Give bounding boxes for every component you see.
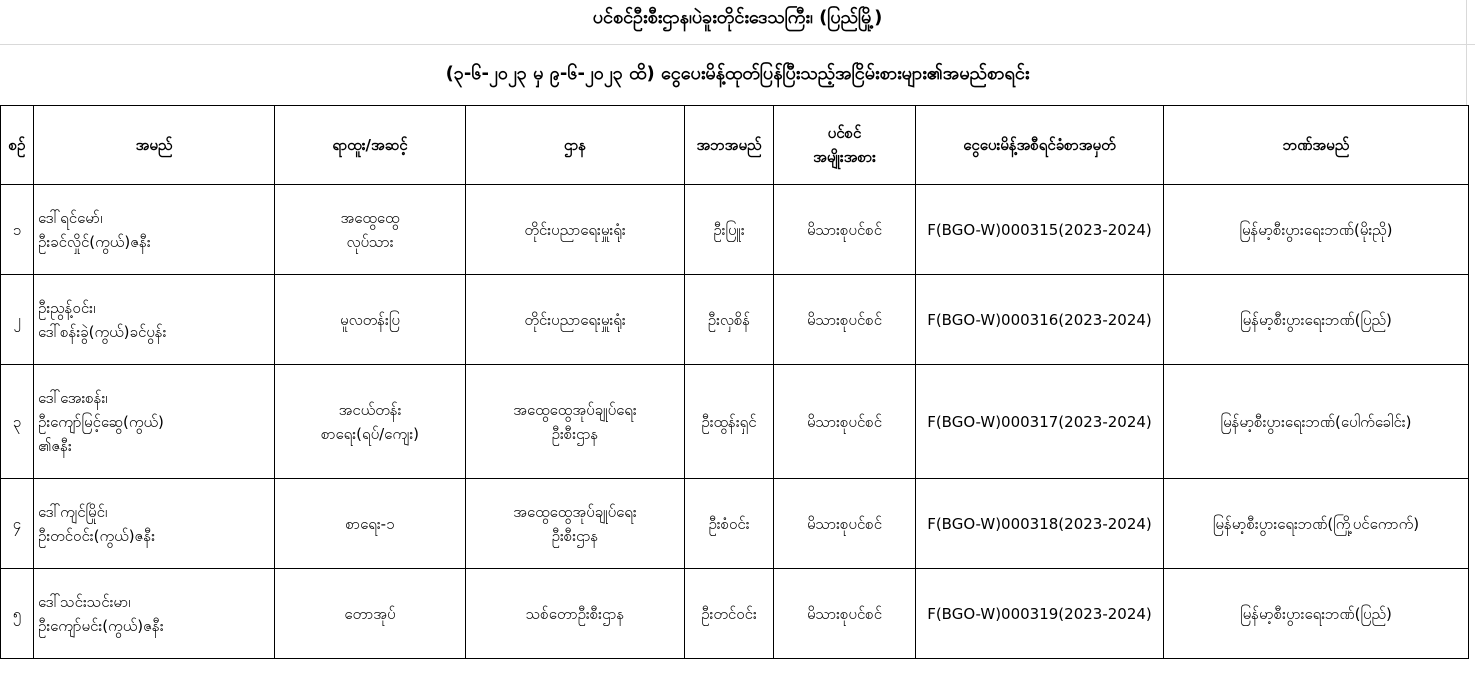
header-auth: အဘအမည် [685,106,774,185]
header-dept: ဌာန [466,106,685,185]
page-subtitle: (၃-၆-၂၀၂၃ မှ ၉-၆-၂၀၂၃ ထိ) ငွေပေးမိန့်ထုတ်ပြန်ပြီးသည့်အငြိမ်းစားများ၏အမည်စာရင်း [445,63,1030,84]
cell-order-no: F(BGO-W)000318(2023-2024) [916,479,1164,569]
cell-auth: ဦးထွန်းရှင် [685,365,774,479]
header-pension-type: ပင်စင် အမျိုးအစား [774,106,916,185]
cell-pension-type: မိသားစုပင်စင် [774,479,916,569]
cell-no: ၃ [1,365,34,479]
cell-dept: အထွေထွေအုပ်ချုပ်ရေး ဦးစီးဌာန [466,365,685,479]
cell-order-no: F(BGO-W)000319(2023-2024) [916,569,1164,659]
header-bank: ဘဏ်အမည် [1164,106,1469,185]
cell-rank: တောအုပ် [275,569,466,659]
cell-bank: မြန်မာ့စီးပွားရေးဘဏ်(မိုးညို) [1164,185,1469,275]
header-name: အမည် [34,106,275,185]
cell-bank: မြန်မာ့စီးပွားရေးဘဏ်(ကြို့ပင်ကောက်) [1164,479,1469,569]
cell-bank: မြန်မာ့စီးပွားရေးဘဏ်(ပြည်) [1164,569,1469,659]
table-row [1,365,1469,479]
table-row [1,185,1469,275]
cell-auth: ဦးပြူး [685,185,774,275]
cell-pension-type: မိသားစုပင်စင် [774,365,916,479]
cell-order-no: F(BGO-W)000317(2023-2024) [916,365,1164,479]
cell-rank: အထွေထွေ လုပ်သား [275,185,466,275]
cell-no: ၄ [1,479,34,569]
cell-auth: ဦးလှစိန် [685,275,774,365]
cell-bank: မြန်မာ့စီးပွားရေးဘဏ်(ပြည်) [1164,275,1469,365]
cell-pension-type: မိသားစုပင်စင် [774,569,916,659]
divider [1466,0,1467,106]
cell-no: ၂ [1,275,34,365]
page-title: ပင်စင်ဦးစီးဌာန၊ပဲခူးတိုင်းဒေသကြီး၊ (ပြည်မြို့) [592,7,883,28]
table-row [1,569,1469,659]
table-row [1,479,1469,569]
table-row [1,275,1469,365]
header-rank: ရာထူး/အဆင့် [275,106,466,185]
cell-dept: တိုင်းပညာရေးမှူးရုံး [466,185,685,275]
cell-name: ဦးညွန့်ဝင်း၊ ဒေါ်စန်းခွဲ(ကွယ်)ခင်ပွန်း [34,275,275,365]
cell-dept: အထွေထွေအုပ်ချုပ်ရေး ဦးစီးဌာန [466,479,685,569]
header-no: စဉ် [1,106,34,185]
cell-name: ဒေါ်သင်းသင်းမာ၊ ဦးကျော်မင်း(ကွယ်)ဇနီး [34,569,275,659]
cell-order-no: F(BGO-W)000316(2023-2024) [916,275,1164,365]
pension-table [0,105,1469,659]
cell-name: ဒေါ်အေးစန်း၊ ဦးကျော်မြင့်ဆွေ(ကွယ်) ၏ဇနီး [34,365,275,479]
cell-pension-type: မိသားစုပင်စင် [774,185,916,275]
cell-dept: တိုင်းပညာရေးမှူးရုံး [466,275,685,365]
cell-no: ၅ [1,569,34,659]
cell-order-no: F(BGO-W)000315(2023-2024) [916,185,1164,275]
cell-rank: အငယ်တန်း စာရေး(ရပ်/ကျေး) [275,365,466,479]
cell-auth: ဦးစံဝင်း [685,479,774,569]
cell-rank: စာရေး-၁ [275,479,466,569]
cell-name: ဒေါ်ရင်မော်၊ ဦးခင်လှိုင်(ကွယ်)ဇနီး [34,185,275,275]
cell-no: ၁ [1,185,34,275]
cell-rank: မူလတန်းပြ [275,275,466,365]
header-row [1,106,1469,185]
header-order-no: ငွေပေးမိန့်အစီရင်ခံစာအမှတ် [916,106,1164,185]
cell-name: ဒေါ်ကျင်မြိုင်၊ ဦးတင်ဝင်း(ကွယ်)ဇနီး [34,479,275,569]
cell-auth: ဦးတင်ဝင်း [685,569,774,659]
cell-bank: မြန်မာ့စီးပွားရေးဘဏ်(ပေါက်ခေါင်း) [1164,365,1469,479]
cell-pension-type: မိသားစုပင်စင် [774,275,916,365]
cell-dept: သစ်တောဦးစီးဌာန [466,569,685,659]
